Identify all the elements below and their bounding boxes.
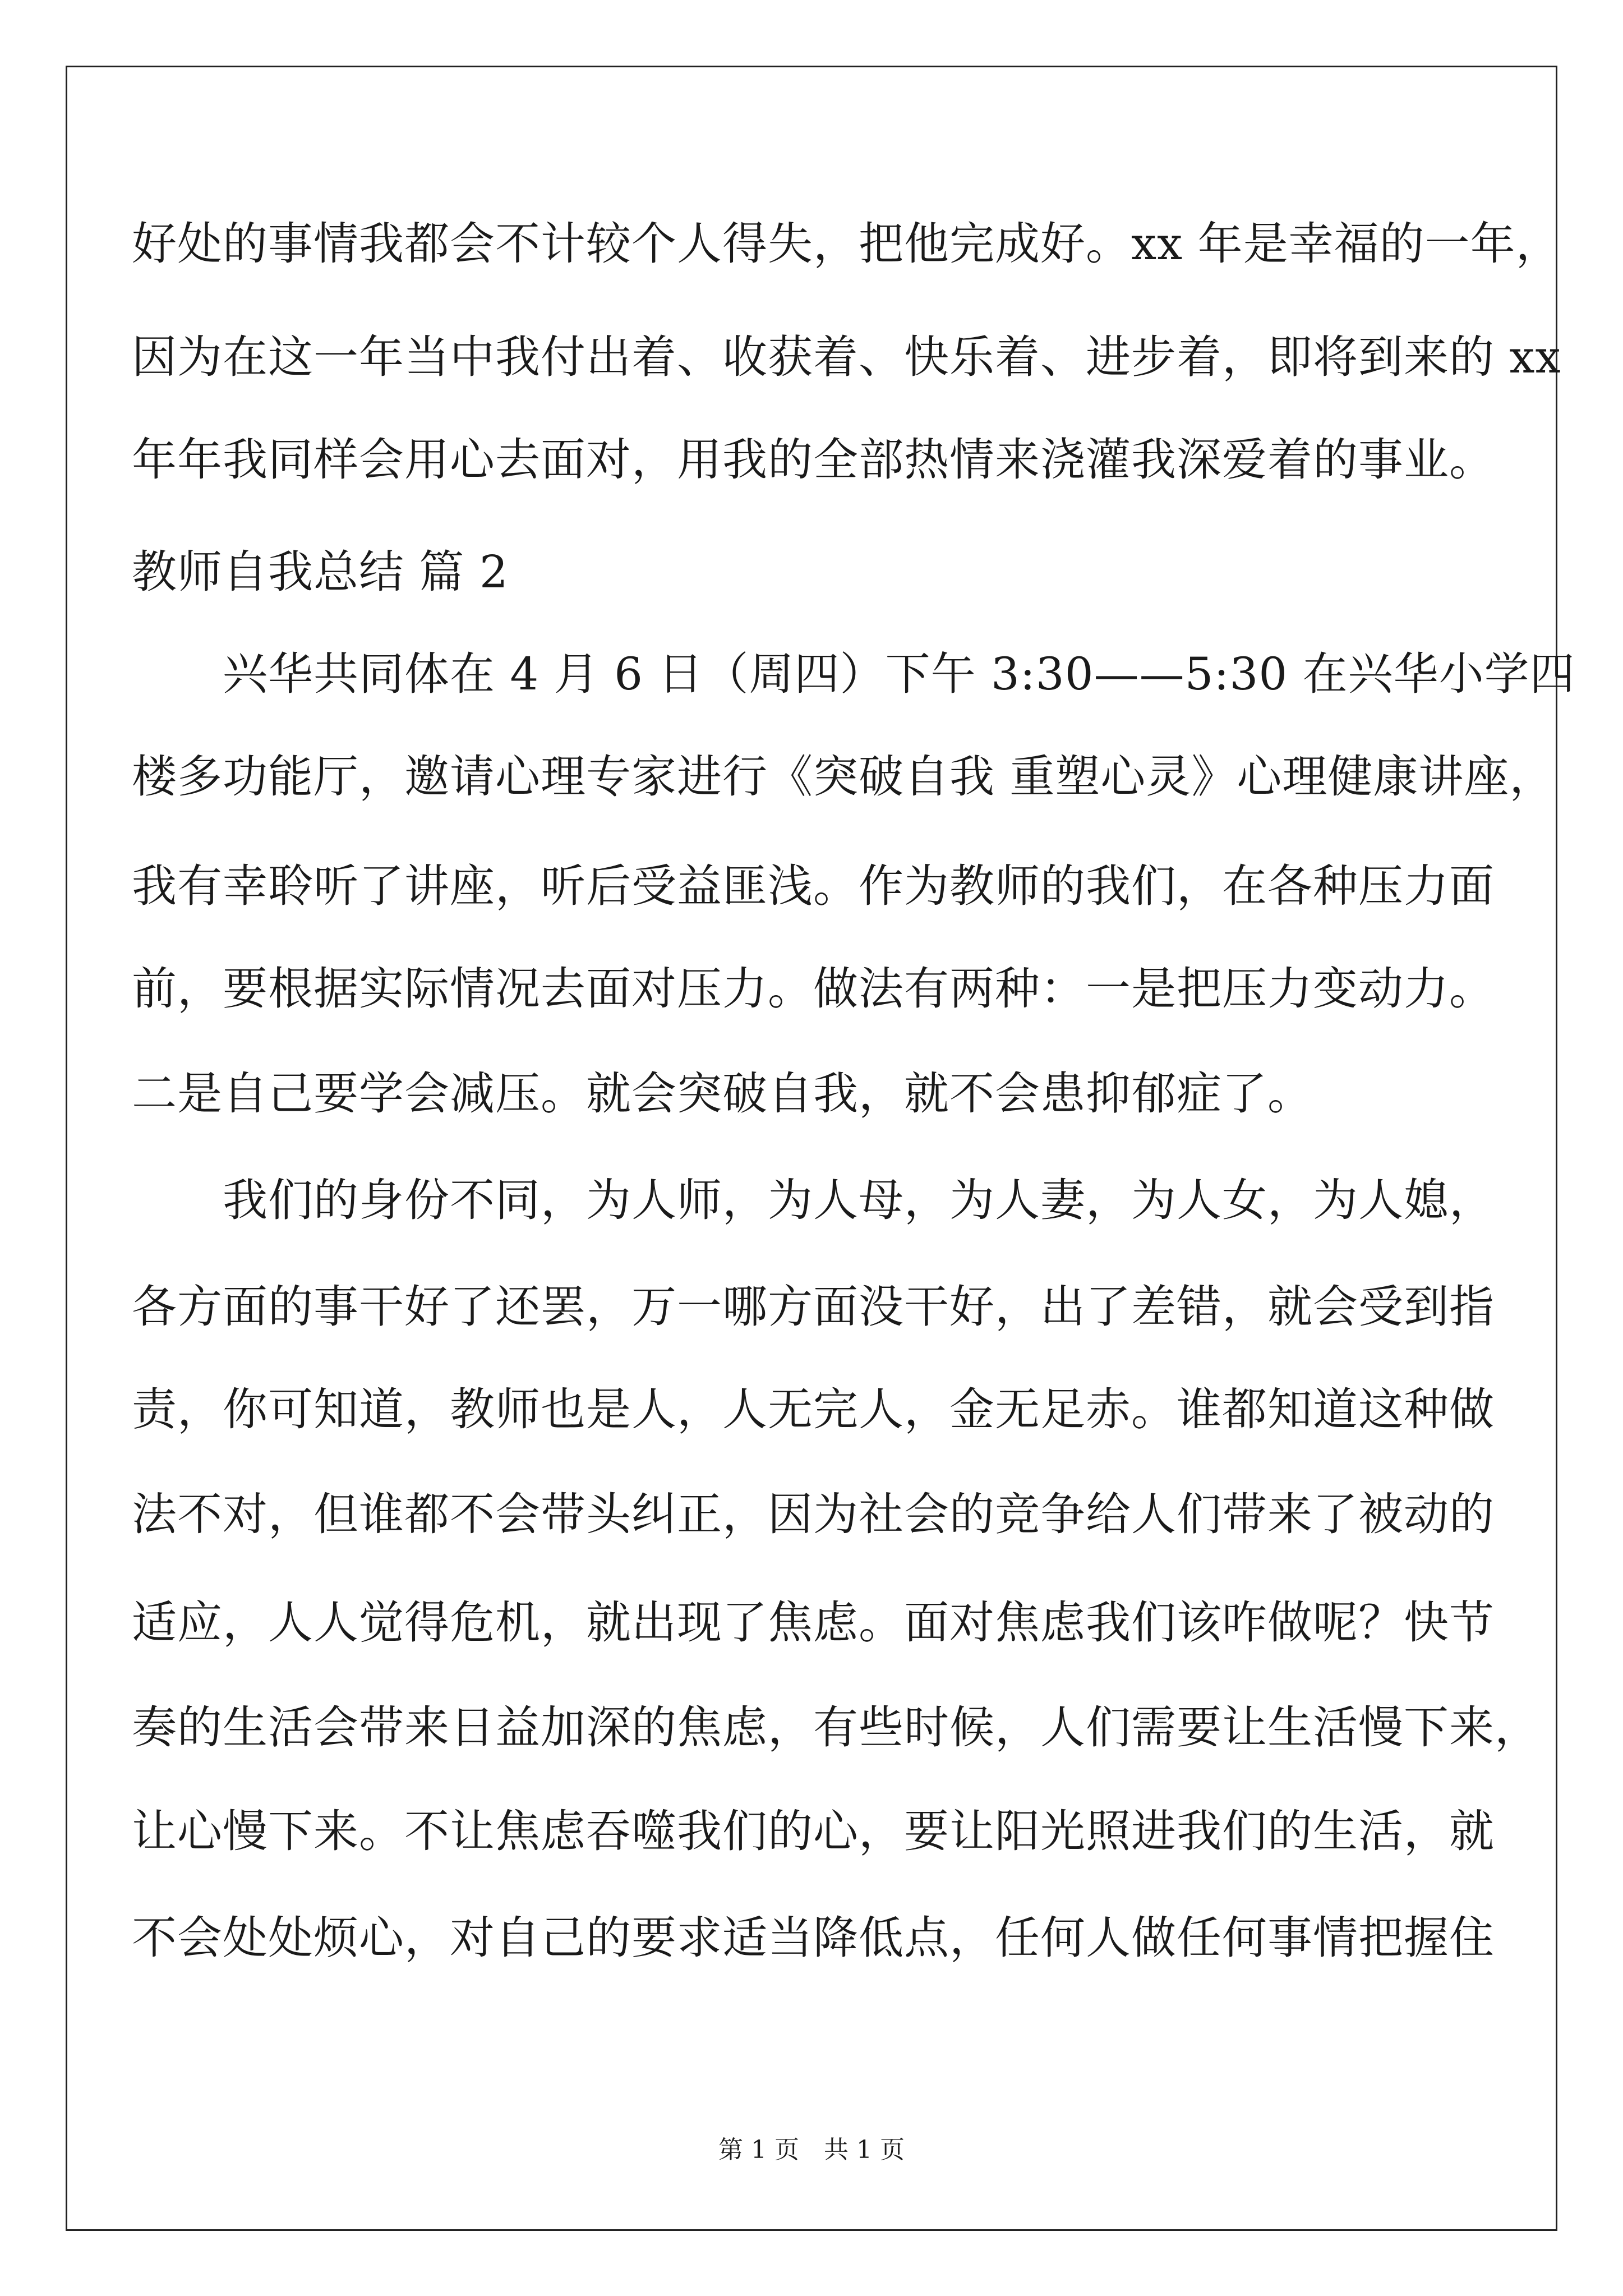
text-line: 兴华共同体在 4 月 6 日（周四）下午 3:30——5:30 在兴华小学四 xyxy=(132,648,1575,700)
text-line: 责，你可知道，教师也是人，人无完人，金无足赤。谁都知道这种做 xyxy=(132,1383,1495,1435)
text-line: 因为在这一年当中我付出着、收获着、快乐着、进步着，即将到来的 xx xyxy=(132,331,1561,383)
text-line: 楼多功能厅，邀请心理专家进行《突破自我 重塑心灵》心理健康讲座， xyxy=(132,751,1555,803)
text-line: 二是自己要学会减压。就会突破自我，就不会患抑郁症了。 xyxy=(132,1068,1313,1120)
page-border xyxy=(66,66,1557,2231)
text-line: 让心慢下来。不让焦虑吞噬我们的心，要让阳光照进我们的生活，就 xyxy=(132,1805,1495,1857)
text-line: 前，要根据实际情况去面对压力。做法有两种：一是把压力变动力。 xyxy=(132,963,1495,1015)
text-line: 好处的事情我都会不计较个人得失，把他完成好。xx 年是幸福的一年， xyxy=(132,218,1561,270)
section-heading: 教师自我总结 篇 2 xyxy=(132,546,509,598)
text-line: 我们的身份不同，为人师，为人母，为人妻，为人女，为人媳， xyxy=(132,1174,1495,1226)
page-number-footer: 第 1 页 共 1 页 xyxy=(718,2136,905,2164)
text-line: 奏的生活会带来日益加深的焦虑，有些时候，人们需要让生活慢下来， xyxy=(132,1701,1540,1754)
text-line: 我有幸聆听了讲座，听后受益匪浅。作为教师的我们，在各种压力面 xyxy=(132,860,1495,912)
text-line: 适应，人人觉得危机，就出现了焦虑。面对焦虑我们该咋做呢？快节 xyxy=(132,1596,1495,1649)
text-line: 法不对，但谁都不会带头纠正，因为社会的竞争给人们带来了被动的 xyxy=(132,1488,1495,1540)
text-line: 各方面的事干好了还罢，万一哪方面没干好，出了差错，就会受到指 xyxy=(132,1281,1495,1333)
text-line: 不会处处烦心，对自己的要求适当降低点，任何人做任何事情把握住 xyxy=(132,1912,1495,1964)
text-line: 年年我同样会用心去面对，用我的全部热情来浇灌我深爱着的事业。 xyxy=(132,434,1495,486)
